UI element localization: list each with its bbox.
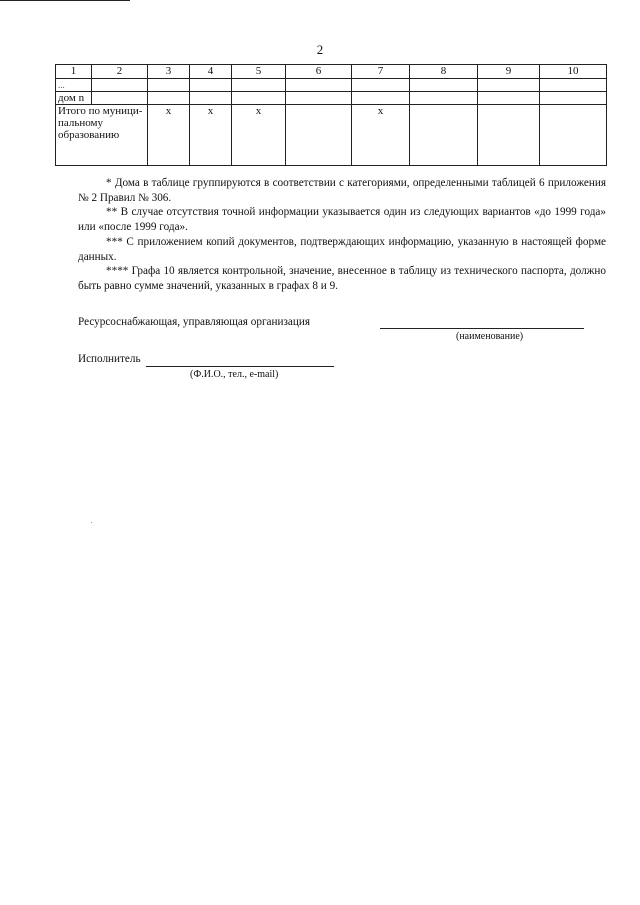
house-row-label: дом n: [56, 92, 92, 105]
page-number: 2: [316, 42, 324, 57]
ellipsis-label: ...: [58, 80, 65, 90]
footnotes: [78, 176, 606, 294]
scan-speck: [91, 522, 92, 523]
table-row-total: [56, 105, 607, 166]
footnote-1: * Дома в таблице группируются в соответствии с категориями, определенными таблицей 6 приложения № 2 Правил № 306.: [78, 177, 606, 204]
total-cell-col4: х: [190, 105, 232, 166]
column-header: 5: [232, 65, 286, 79]
column-header: 10: [540, 65, 607, 79]
total-cell-col5: х: [232, 105, 286, 166]
organization-caption: (наименование): [456, 331, 524, 342]
total-cell-col7: х: [352, 105, 410, 166]
executor-caption: (Ф.И.О., тел., e-mail): [190, 369, 279, 380]
column-header: 1: [56, 65, 92, 79]
executor-signature-line: [146, 366, 334, 367]
table-header-row: [56, 65, 607, 79]
column-header: 4: [190, 65, 232, 79]
footnote-3: *** С приложением копий документов, подтверждающих информацию, указанную в настоящей форме данных.: [78, 235, 606, 263]
column-header: 7: [352, 65, 410, 79]
footnote-2: ** В случае отсутствия точной информации указывается один из следующих вариантов «до 1999 года» или «после 1999 года».: [78, 206, 606, 234]
column-header: 8: [410, 65, 478, 79]
column-header: 2: [92, 65, 148, 79]
top-rule: [0, 0, 130, 1]
table-row: [56, 79, 607, 92]
data-table: [55, 64, 607, 166]
column-header: 6: [286, 65, 352, 79]
total-row-label: Итого по муници-пальному образованию: [56, 105, 148, 166]
organization-label: Ресурсоснабжающая, управляющая организация: [78, 316, 310, 328]
column-header: 9: [478, 65, 540, 79]
executor-label: Исполнитель: [78, 353, 141, 365]
organization-signature-line: [380, 328, 584, 329]
total-cell-col3: х: [148, 105, 190, 166]
column-header: 3: [148, 65, 190, 79]
table-row: [56, 92, 607, 105]
footnote-4: **** Графа 10 является контрольной, значение, внесенное в таблицу из технического паспорта, должно быть равно сумме значений, указанных в графах 8 и 9.: [78, 265, 606, 292]
